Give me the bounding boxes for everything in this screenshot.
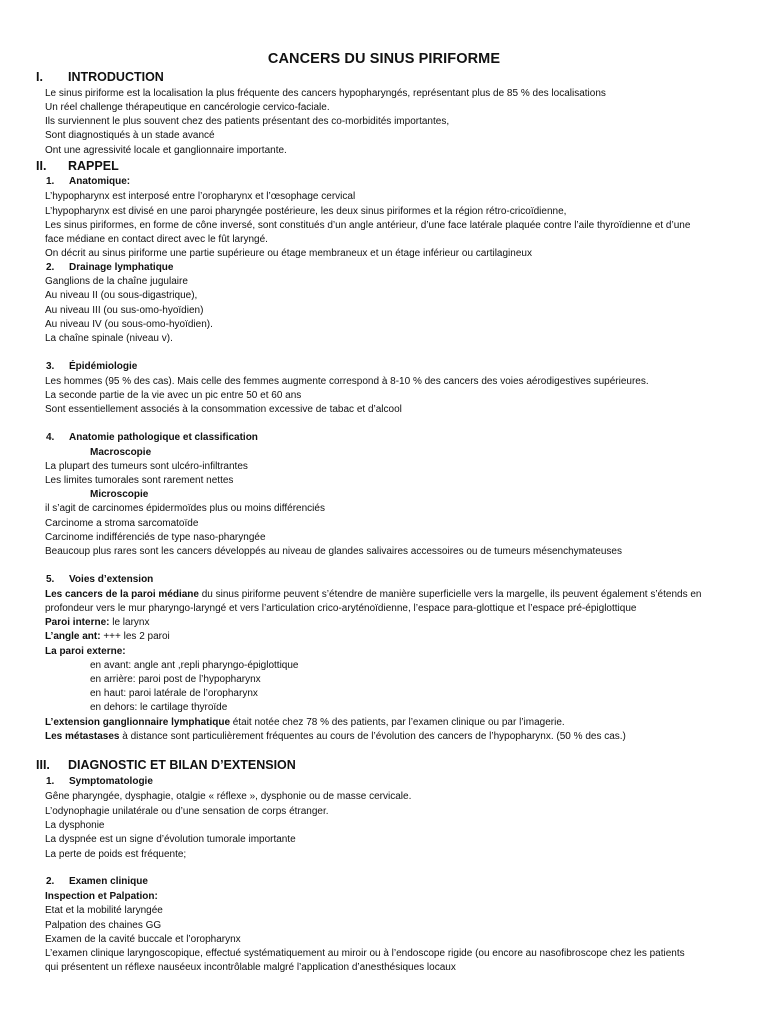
text-line: Au niveau II (ou sous-digastrique),	[45, 290, 198, 301]
section-heading-diagnostic: III. DIAGNOSTIC ET BILAN D’EXTENSION	[36, 758, 296, 772]
text-line: en haut: paroi latérale de l’oropharynx	[90, 688, 258, 699]
text-line: Ont une agressivité locale et ganglionnaire importante.	[45, 145, 287, 156]
text-line: face médiane en contact direct avec le fût laryngé.	[45, 234, 268, 245]
text-line: L’hypopharynx est divisé en une paroi pharyngée postérieure, les deux sinus piriformes et la région rétro-cricoïdienne,	[45, 206, 567, 217]
text-line: Les métastases à distance sont particulièrement fréquentes au cours de l’évolution des cancers de l’hypopharynx. (50 % des cas.)	[45, 731, 626, 742]
text-line: Carcinome indifférenciés de type naso-pharyngée	[45, 532, 266, 543]
text-line: il s’agit de carcinomes épidermoïdes plus ou moins différenciés	[45, 503, 325, 514]
text-line-bold: La paroi externe:	[45, 646, 126, 657]
text-line: qui présentent un réflexe nauséeux incontrôlable malgré l’application d’anesthésiques locaux	[45, 962, 456, 973]
text-line: Carcinome a stroma sarcomatoïde	[45, 518, 199, 529]
subsection-heading-anatomie-pathologique: 4. Anatomie pathologique et classification	[46, 432, 258, 443]
text-line: La chaîne spinale (niveau v).	[45, 333, 173, 344]
text-line: Examen de la cavité buccale et l’oropharynx	[45, 934, 241, 945]
text-line: en arrière: paroi post de l’hypopharynx	[90, 674, 261, 685]
text-line: La dysphonie	[45, 820, 105, 831]
text-line: profondeur vers le mur pharyngo-laryngé et vers l’articulation crico-aryténoïdienne, l’espace para-glottique et l’espace pré-épiglottique	[45, 603, 637, 614]
text-line: La dyspnée est un signe d’évolution tumorale importante	[45, 834, 296, 845]
section-heading-rappel: II. RAPPEL	[36, 159, 119, 173]
subsection-heading-voies-extension: 5. Voies d’extension	[46, 574, 154, 585]
subsection-heading-examen-clinique: 2. Examen clinique	[46, 876, 148, 887]
text-line: Ganglions de la chaîne jugulaire	[45, 276, 188, 287]
text-line: Etat et la mobilité laryngée	[45, 905, 163, 916]
text-line: Paroi interne: le larynx	[45, 617, 150, 628]
text-line: Le sinus piriforme est la localisation la plus fréquente des cancers hypopharyngés, représentant plus de 85 % des localisations	[45, 88, 606, 99]
text-line: Gêne pharyngée, dysphagie, otalgie « réflexe », dysphonie ou de masse cervicale.	[45, 791, 412, 802]
text-line: L’hypopharynx est interposé entre l’oropharynx et l’œsophage cervical	[45, 191, 356, 202]
text-line: La seconde partie de la vie avec un pic entre 50 et 60 ans	[45, 390, 302, 401]
text-line: L’extension ganglionnaire lymphatique était notée chez 78 % des patients, par l’examen clinique ou par l’imagerie.	[45, 717, 565, 728]
text-line: L’examen clinique laryngoscopique, effectué systématiquement au miroir ou à l’endoscope rigide (ou encore au nasofibroscope chez les patients	[45, 948, 685, 959]
text-line: Un réel challenge thérapeutique en cancérologie cervico-faciale.	[45, 102, 330, 113]
text-line: Ils surviennent le plus souvent chez des patients présentant des co-morbidités importantes,	[45, 116, 450, 127]
subheading-macroscopie: Macroscopie	[90, 447, 152, 458]
section-heading-introduction: I. INTRODUCTION	[36, 70, 164, 84]
text-line: La perte de poids est fréquente;	[45, 849, 187, 860]
subsection-heading-drainage: 2. Drainage lymphatique	[46, 262, 174, 273]
text-line: Au niveau IV (ou sous-omo-hyoïdien).	[45, 319, 213, 330]
document-title: CANCERS DU SINUS PIRIFORME	[267, 51, 501, 67]
subsection-heading-anatomique: 1. Anatomique:	[46, 176, 131, 187]
text-line: en avant: angle ant ,repli pharyngo-épiglottique	[90, 660, 299, 671]
text-line: Les sinus piriformes, en forme de cône inversé, sont constitués d’un angle antérieur, d’une face latérale plaquée contre l’aile thyroïdienne et d’une	[45, 220, 691, 231]
text-line: L’angle ant: +++ les 2 paroi	[45, 631, 170, 642]
text-line: Beaucoup plus rares sont les cancers développés au niveau de glandes salivaires accessoires ou de tumeurs mésenchymateuses	[45, 546, 622, 557]
text-line: La plupart des tumeurs sont ulcéro-infiltrantes	[45, 461, 248, 472]
text-line: en dehors: le cartilage thyroïde	[90, 702, 228, 713]
text-line-bold: Inspection et Palpation:	[45, 891, 158, 902]
text-line: Palpation des chaines GG	[45, 920, 162, 931]
text-line: Sont diagnostiqués à un stade avancé	[45, 130, 215, 141]
text-line: Sont essentiellement associés à la consommation excessive de tabac et d’alcool	[45, 404, 402, 415]
text-line: Les hommes (95 % des cas). Mais celle des femmes augmente correspond à 8-10 % des cancers des voies aérodigestives supérieures.	[45, 376, 649, 387]
text-line: Les limites tumorales sont rarement nettes	[45, 475, 234, 486]
text-line: Au niveau III (ou sus-omo-hyoïdien)	[45, 305, 204, 316]
subheading-microscopie: Microscopie	[90, 489, 149, 500]
text-line: Les cancers de la paroi médiane du sinus piriforme peuvent s’étendre de manière superficielle vers la margelle, ils peuvent également s’étends en	[45, 589, 702, 600]
text-line: On décrit au sinus piriforme une partie supérieure ou étage membraneux et un étage inférieur ou cartilagineux	[45, 248, 532, 259]
text-line: L’odynophagie unilatérale ou d’une sensation de corps étranger.	[45, 806, 329, 817]
subsection-heading-symptomatologie: 1. Symptomatologie	[46, 776, 153, 787]
subsection-heading-epidemiologie: 3. Épidémiologie	[46, 361, 138, 372]
